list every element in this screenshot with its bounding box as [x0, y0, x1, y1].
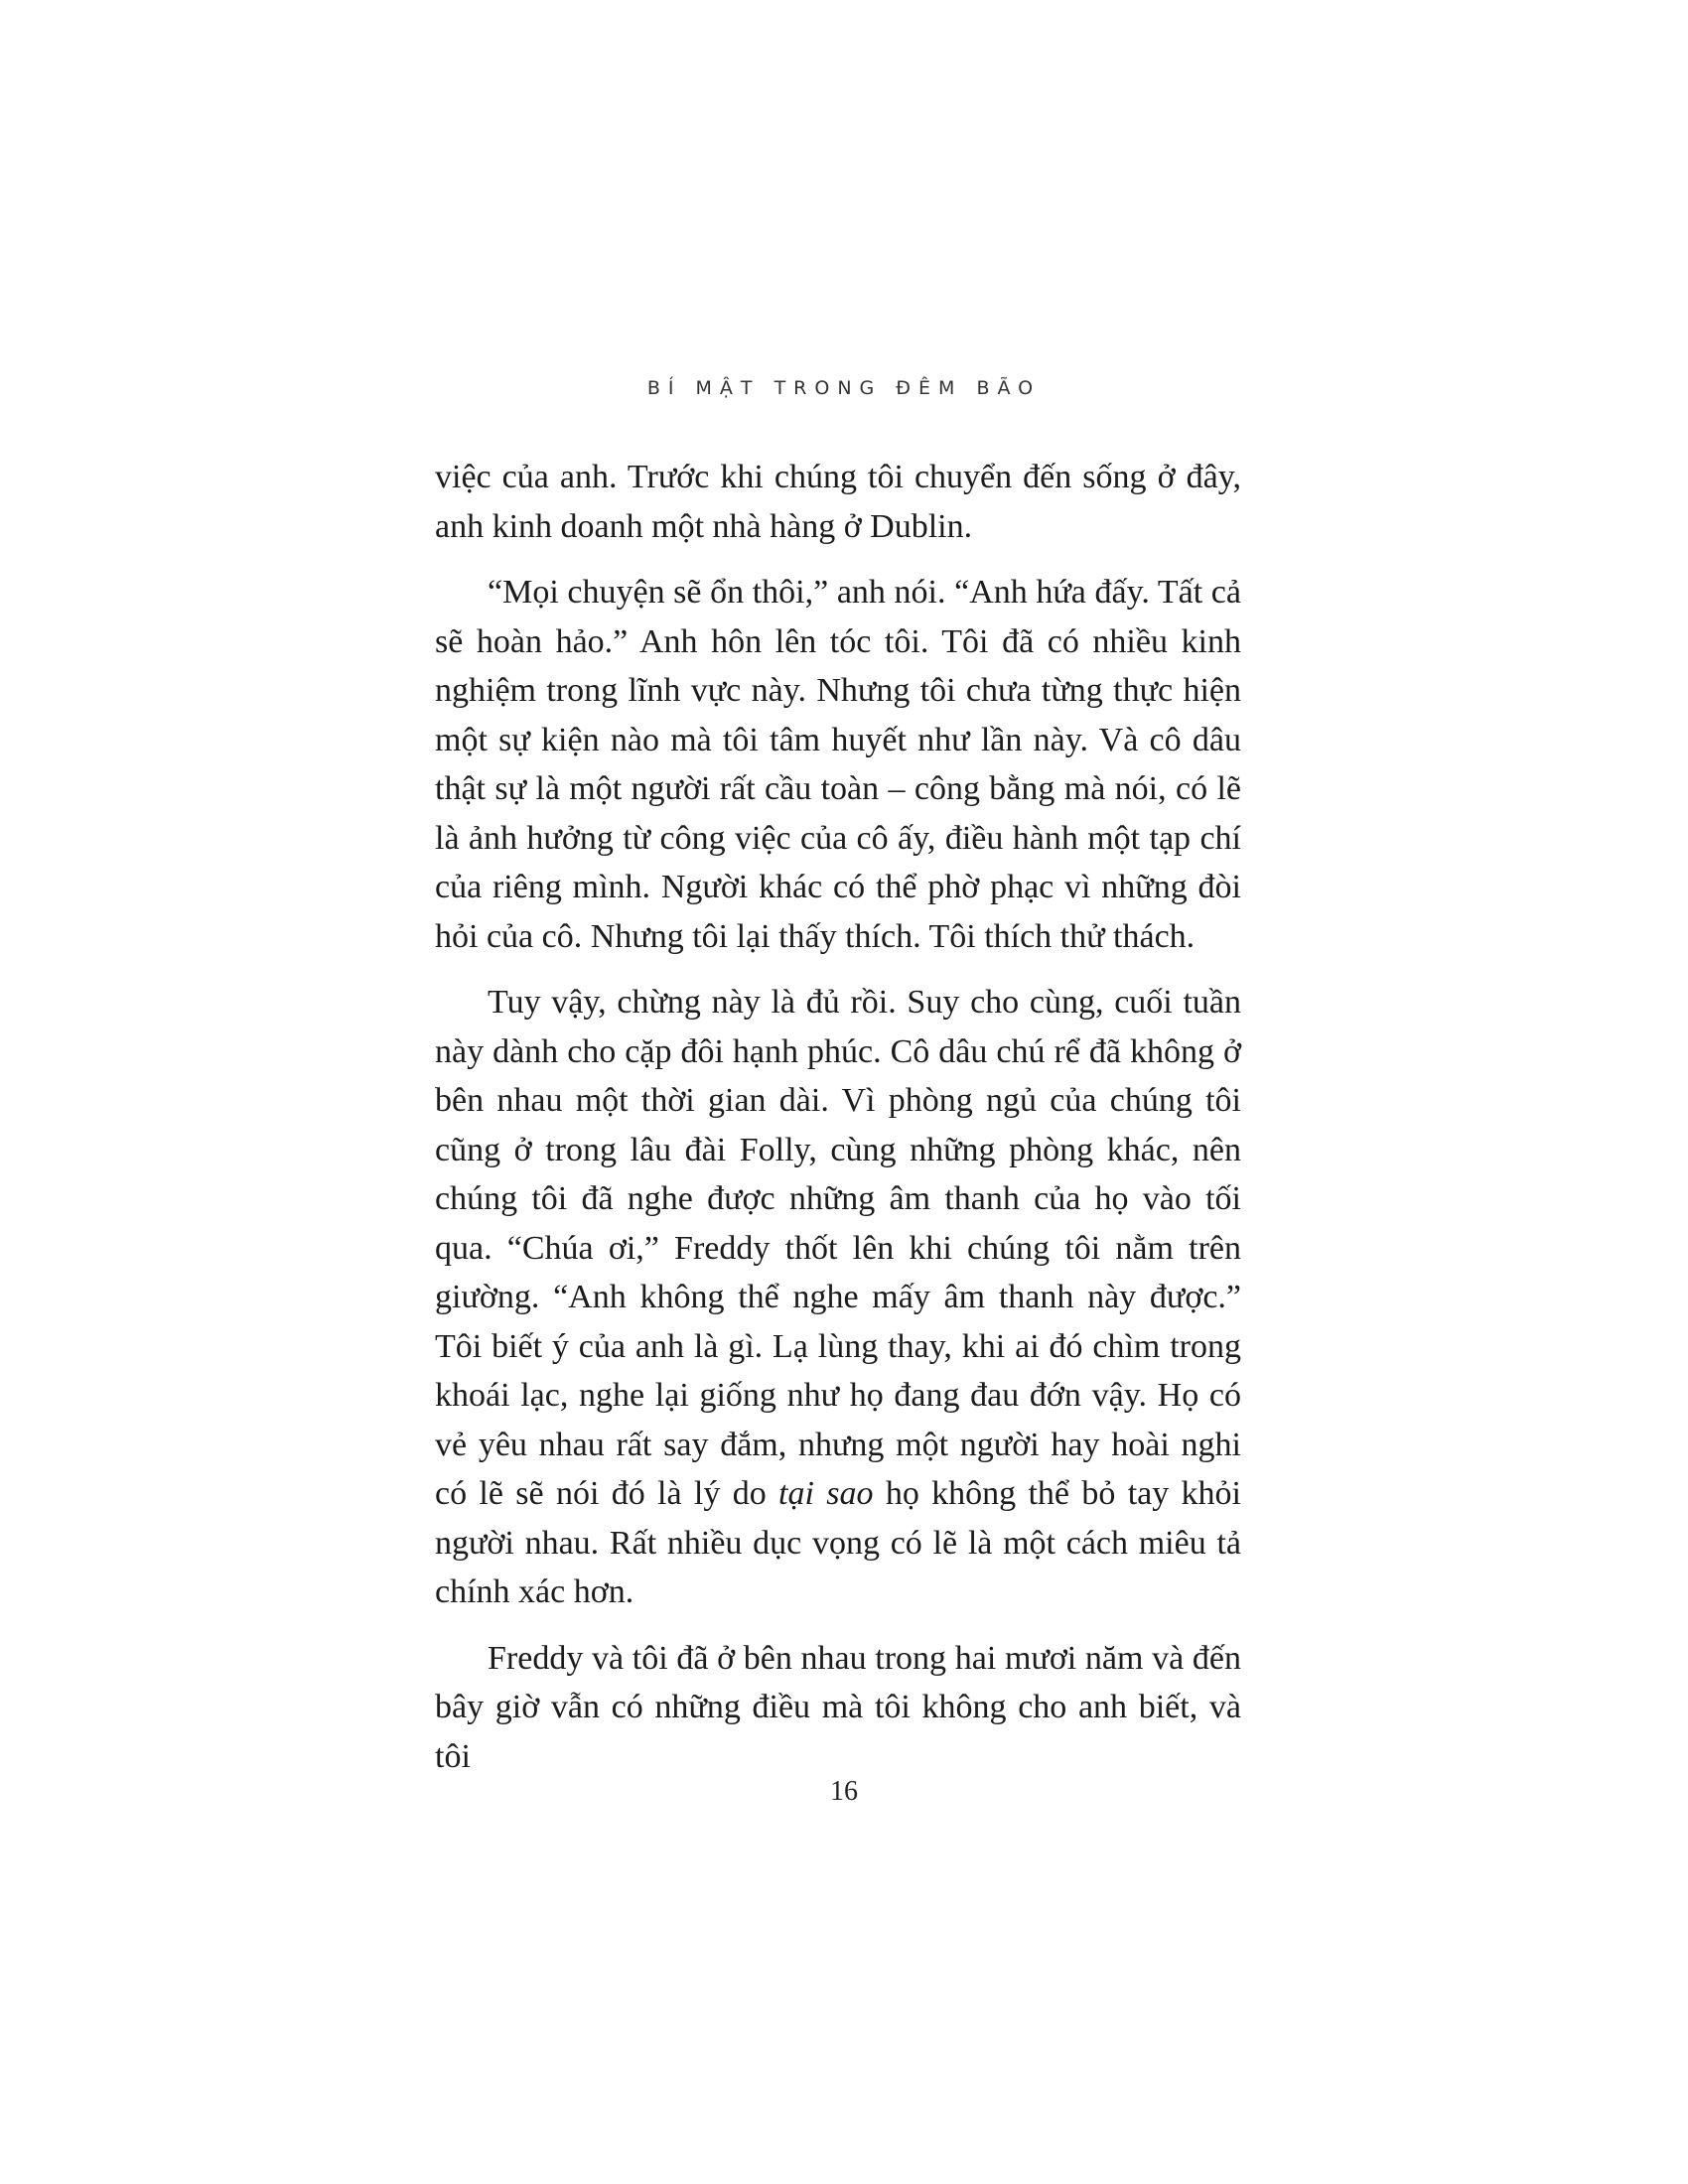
paragraph-3-italic: tại sao — [778, 1475, 874, 1512]
paragraph-3 — [435, 978, 1241, 1617]
body-text — [435, 453, 1241, 1781]
paragraph-4: Freddy và tôi đã ở bên nhau trong hai mươi năm và đến bây giờ vẫn có những điều mà tôi không cho anh biết, và tôi — [435, 1639, 1241, 1775]
paragraph-3-part-2: họ không thể bỏ tay khỏi người nhau. Rất nhiều dục vọng có lẽ là một cách miêu tả chính xác hơn. — [435, 1475, 1242, 1610]
running-header: BÍ MẬT TRONG ĐÊM BÃO — [646, 377, 1042, 399]
paragraph-3-part-1: Tuy vậy, chừng này là đủ rồi. Suy cho cùng, cuối tuần này dành cho cặp đôi hạnh phúc. Cô dâu chú rể đã không ở bên nhau một thời gian dài. Vì phòng ngủ của chúng tôi cũng ở trong lâu đài Folly, cùng những phòng khác, nên chúng tôi đã nghe được những âm thanh của họ vào tối qua. “Chúa ơi,” Freddy thốt lên khi chúng tôi nằm trên giường. “Anh không thể nghe mấy âm thanh này được.” Tôi biết ý của anh là gì. Lạ lùng thay, khi ai đó chìm trong khoái lạc, nghe lại giống như họ đang đau đớn vậy. Họ có vẻ yêu nhau rất say đắm, nhưng một người hay hoài nghi có lẽ sẽ nói đó là lý do — [435, 984, 1241, 1512]
paragraph-1: việc của anh. Trước khi chúng tôi chuyển đến sống ở đây, anh kinh doanh một nhà hàng ở Dublin. — [435, 459, 1241, 545]
page-number: 16 — [830, 1776, 858, 1807]
paragraph-2: “Mọi chuyện sẽ ổn thôi,” anh nói. “Anh hứa đấy. Tất cả sẽ hoàn hảo.” Anh hôn lên tóc tôi. Tôi đã có nhiều kinh nghiệm trong lĩnh vực này. Nhưng tôi chưa từng thực hiện một sự kiện nào mà tôi tâm huyết như lần này. Và cô dâu thật sự là một người rất cầu toàn – công bằng mà nói, có lẽ là ảnh hưởng từ công việc của cô ấy, điều hành một tạp chí của riêng mình. Người khác có thể phờ phạc vì những đòi hỏi của cô. Nhưng tôi lại thấy thích. Tôi thích thử thách. — [435, 574, 1241, 955]
